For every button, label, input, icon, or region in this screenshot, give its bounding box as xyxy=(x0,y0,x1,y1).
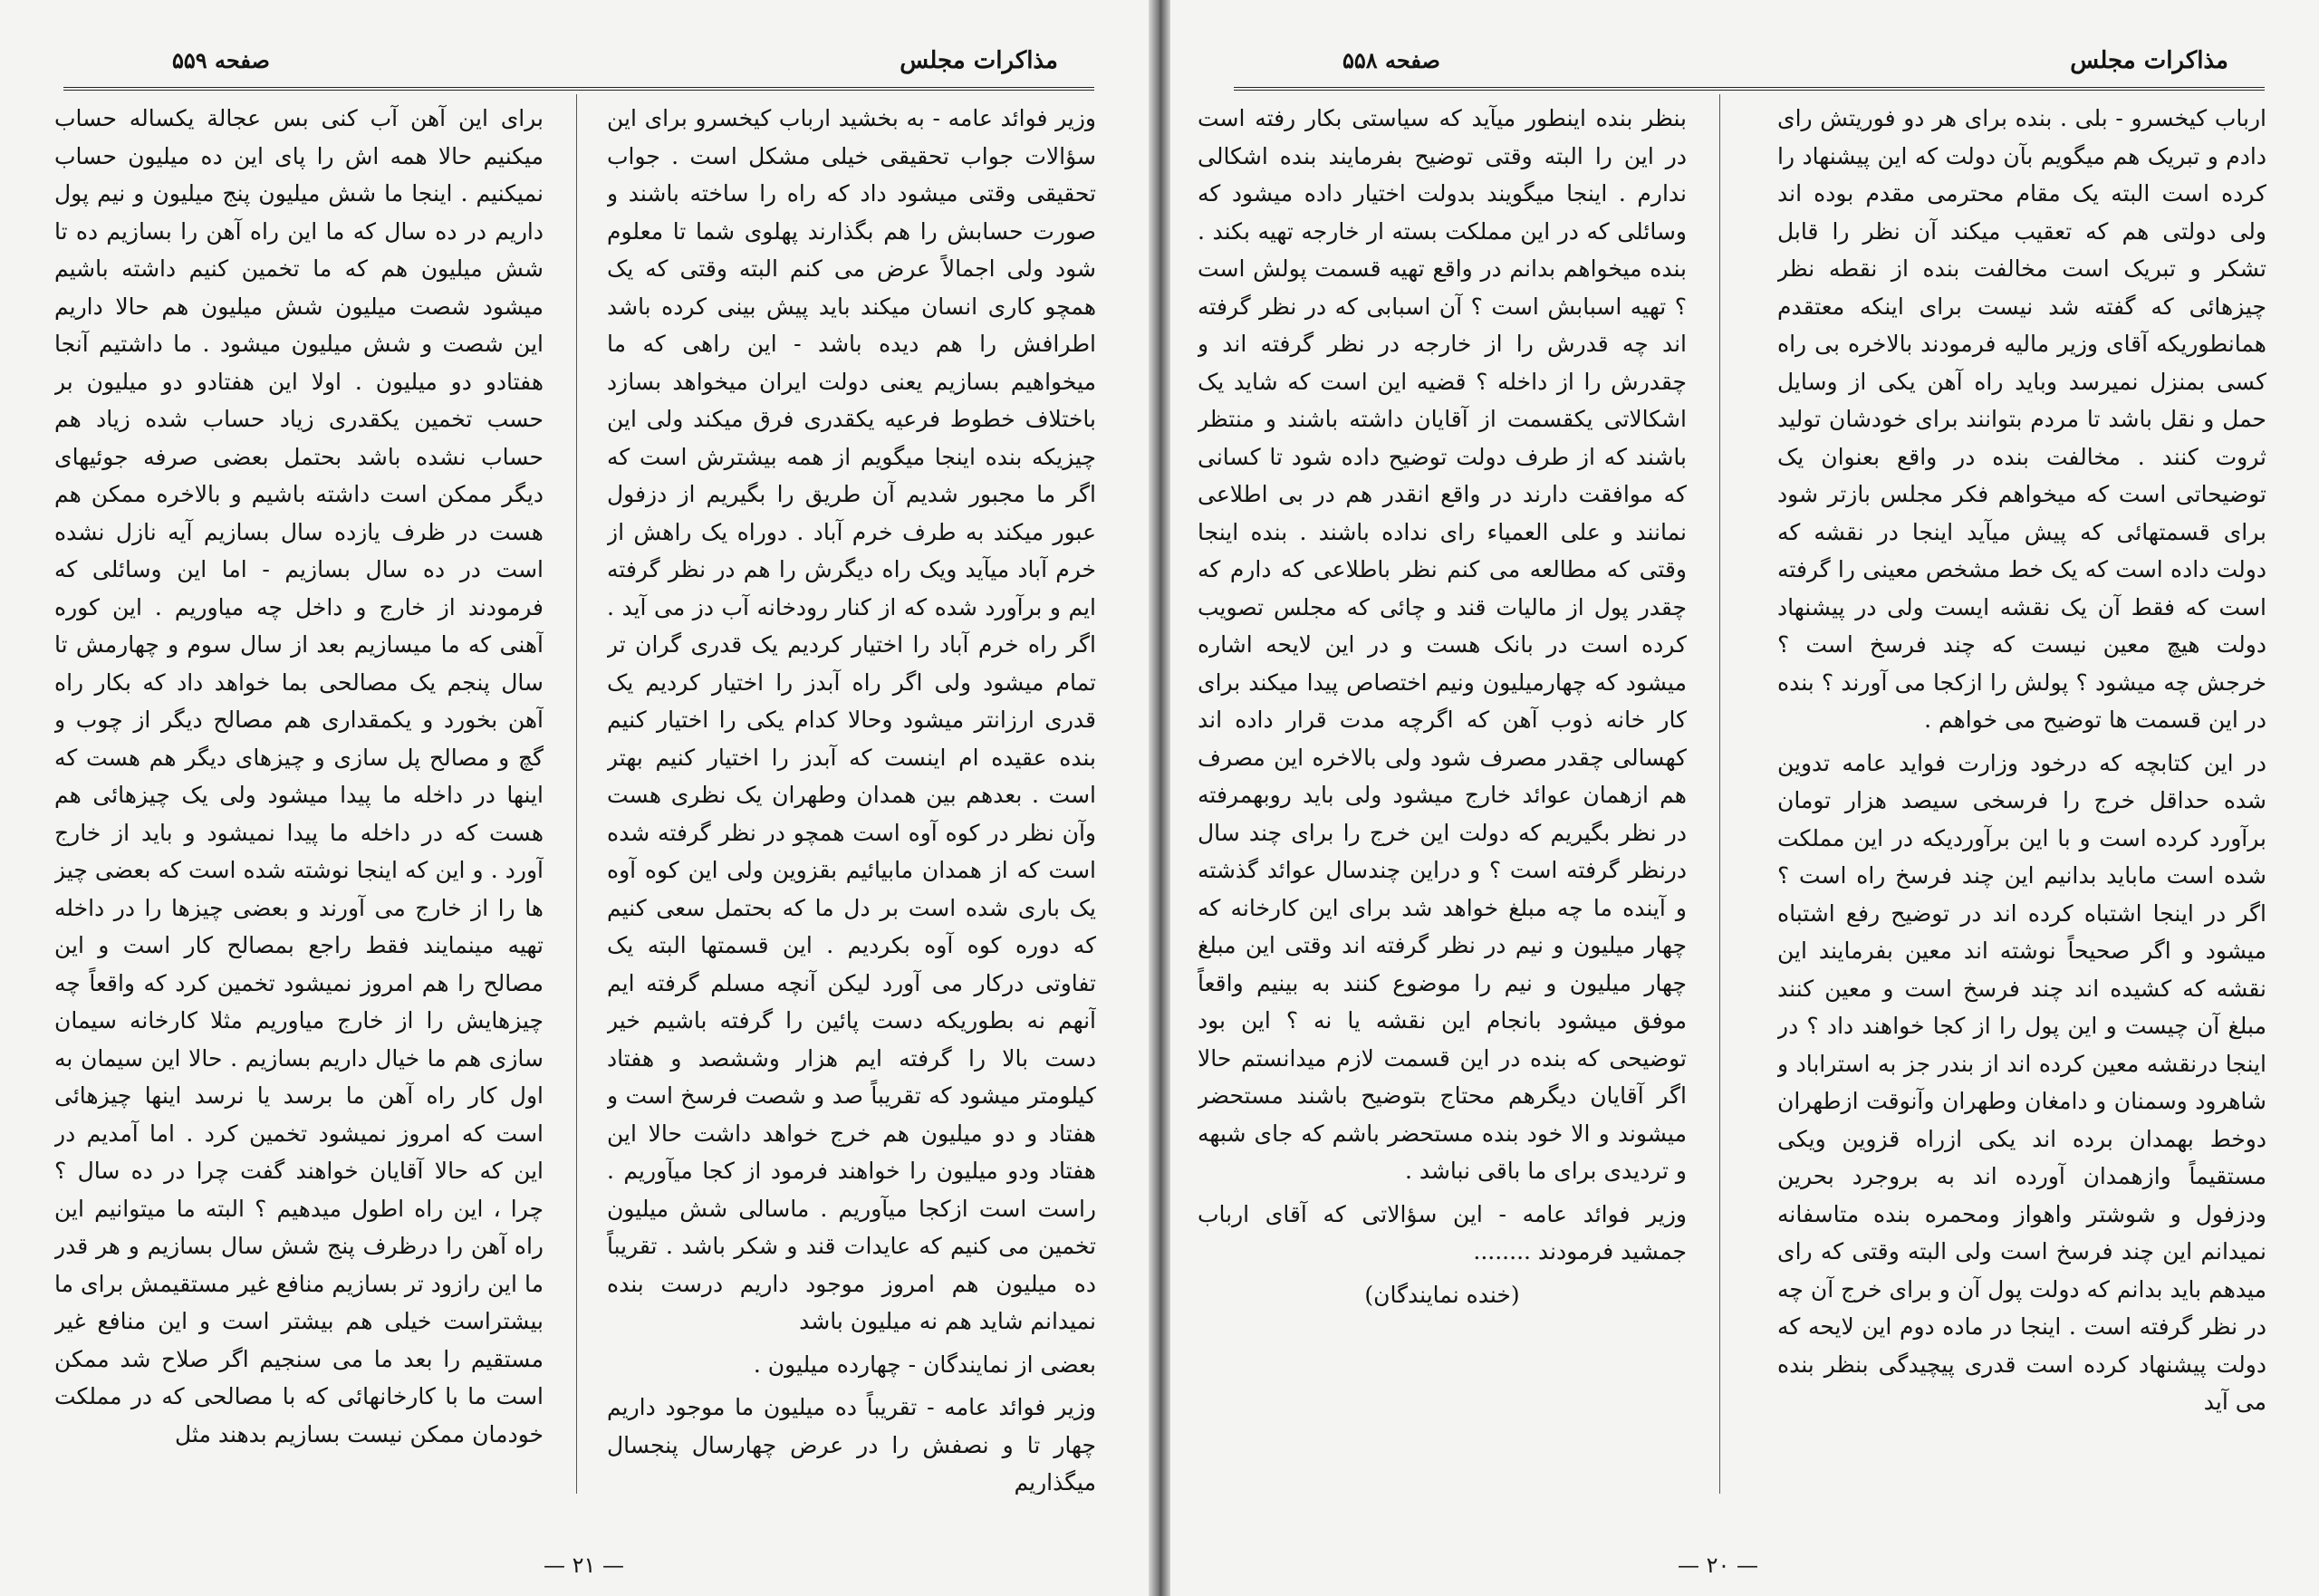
text-column-left xyxy=(1198,100,1687,1495)
column-divider xyxy=(1719,94,1720,1494)
left-page xyxy=(0,0,1149,1596)
column-divider xyxy=(576,94,577,1494)
paragraph: (خنده نمایندگان) xyxy=(1364,1281,1520,1308)
paragraph: وزیر فوائد عامه - تقریباً ده میلیون ما موجود داریم چهار تا و نصفش را در عرض چهارسال پنجسال میگذاریم xyxy=(607,1394,1096,1495)
page-header xyxy=(1234,42,2265,91)
header-title: مذاکرات مجلس xyxy=(2070,47,2228,74)
right-page xyxy=(1170,0,2319,1596)
text-column-left xyxy=(54,100,544,1495)
header-page-number: صفحه ۵۵۹ xyxy=(172,47,270,73)
page-footer-number: — ٢٠ — xyxy=(1678,1553,1759,1578)
page-footer-number: — ٢١ — xyxy=(544,1553,625,1578)
text-column-right xyxy=(607,100,1096,1495)
paragraph: وزیر فوائد عامه - به بخشید ارباب کیخسرو برای این سؤالات جواب تحقیقی خیلی مشکل است . جواب تحقیقی وقتی میشود داد که راه را ساخته باشند و صورت حسابش را هم بگذارند پهلوی شما تا معلوم شود ولی اجمالاً عرض می کنم البته وقتی که یک همچو کاری انسان میکند باید پیش بینی کرده باشد اطرافش را هم دیده باشد - این راهی که ما میخواهیم بسازیم یعنی دولت ایران میخواهد بسازد باختلاف خطوط فرعیه یکقدری فرق میکند ولی این چیزیکه بنده اینجا میگویم از همه بیشترش است که اگر ما مجبور شدیم آن طریق را بگیریم از دزفول عبور میکند به طرف خرم آباد . دوراه یک راهش از خرم آباد میآید ویک راه دیگرش را هم در نظر گرفته ایم و برآورد شده که از کنار رودخانه آب دز می آید . اگر راه خرم آباد را اختیار کردیم یک قدری گران تر تمام میشود ولی اگر راه آبدز را اختیار کردیم یک قدری ارزانتر میشود وحالا کدام یکی را اختیار کنیم بنده عقیده ام اینست که آبدز را اختیار کنیم بهتر است . بعدهم بین همدان وطهران یک نظری هست وآن نظر در کوه آوه است همچو در نظر گرفته شده است که از همدان مابیائیم بقزوین ولی این کوه آوه یک باری شده است بر دل ما که بحتمل سعی کنیم که دوره کوه آوه بکردیم . این قسمتها البته یک تفاوتی درکار می آورد لیکن آنچه مسلم گرفته ایم آنهم نه بطوریکه دست پائین را گرفته باشیم خیر دست بالا را گرفته ایم هزار وششصد و هفتاد کیلومتر میشود که تقریباً صد و شصت فرسخ است و هفتاد و دو میلیون هم خرج خواهد داشت حالا این هفتاد ودو میلیون را خواهند فرمود از کجا میآوریم . راست است ازکجا میآوریم . ماسالی شش میلیون تخمین می کنیم که عایدات قند و شکر باشد . تقریباً ده میلیون هم امروز موجود داریم درست بنده نمیدانم شاید هم نه میلیون باشد xyxy=(607,105,1096,1334)
header-title: مذاکرات مجلس xyxy=(900,47,1058,74)
paragraph: بنظر بنده اینطور میآید که سیاستی بکار رفته است در این را البته وقتی توضیح بفرمایند بنده اشکالی ندارم . اینجا میگویند بدولت اختیار داده میشود که وسائلی که در این مملکت بسته ار خارجه تهیه بکند . بنده میخواهم بدانم در واقع تهیه قسمت پولش است ؟ تهیه اسبابش است ؟ آن اسبابی که در نظر گرفته اند چه قدرش را از خارجه در نظر گرفته اند و چقدرش را از داخله ؟ قضیه این است که شاید یک اشکالاتی یکقسمت از آقایان داشته باشند و منتظر باشند که از طرف دولت توضیح داده شود تا کسانی که موافقت دارند در واقع انقدر هم در بی اطلاعی نمانند و علی العمیاء رای نداده باشند . بنده اینجا وقتی که مطالعه می کنم نظر باطلاعی که دارم که چقدر پول از مالیات قند و چائی که مجلس تصویب کرده است در بانک هست و در این لایحه اشاره میشود که چهارمیلیون ونیم اختصاص پیدا میکند برای کار خانه ذوب آهن که اگرچه مدت قرار داده اند کهسالی چقدر مصرف شود ولی بالاخره این مصرف هم ازهمان عوائد خارج میشود ولی باید روبهمرفته در نظر بگیریم که دولت این خرج را برای چند سال درنظر گرفته است ؟ و دراین چندسال عوائد گذشته و آینده ما چه مبلغ خواهد شد برای این کارخانه که چهار میلیون و نیم در نظر گرفته اند وقتی این مبلغ چهار میلیون و نیم را موضوع کنند به بینیم واقعاً موفق میشود بانجام این نقشه یا نه ؟ این بود توضیحی که بنده در این قسمت لازم میدانستم حالا اگر آقایان دیگرهم محتاج بتوضیح باشند مستحضر میشوند و الا خود بنده مستحضر باشم که جای شبهه و تردیدی برای ما باقی نباشد . xyxy=(1198,105,1687,1184)
paragraph: بعضی از نمایندگان - چهارده میلیون . xyxy=(753,1351,1096,1378)
paragraph: ارباب کیخسرو - بلی . بنده برای هر دو فوریتش رای دادم و تبریک هم میگویم بآن دولت که این پیشنهاد را کرده است البته یک مقام محترمی مقدم بوده اند ولی دولتی هم که تعقیب میکند آن نظر را قابل تشکر و تبریک است مخالفت بنده از نقطه نظر چیزهائی که گفته شد نیست برای اینکه معتقدم همانطوریکه آقای وزیر مالیه فرمودند بالاخره بی راه کسی بمنزل نمیرسد وباید راه آهن یکی از وسایل حمل و نقل باشد تا مردم بتوانند برای خودشان تولید ثروت کنند . مخالفت بنده در واقع بعنوان یک توضیحاتی است که میخواهم فکر مجلس بازتر شود برای قسمتهائی که پیش میآید اینجا در نقشه که دولت داده است که یک خط مشخص معینی را گرفته است که فقط آن یک نقشه ایست ولی در پیشنهاد دولت هیچ معین نیست که چند فرسخ است ؟ خرجش چه میشود ؟ پولش را ازکجا می آورند ؟ بنده در این قسمت ها توضیح می خواهم . xyxy=(1777,105,2266,733)
header-page-number: صفحه ۵۵۸ xyxy=(1342,47,1440,73)
paragraph: برای این آهن آب کنی بس عجالة یکساله حساب میکنیم حالا همه اش را پای این ده میلیون حساب نمیکنیم . اینجا ما شش میلیون پنج میلیون و نیم پول داریم در ده سال که ما این راه آهن را بسازیم ده تا شش میلیون هم که ما تخمین کنیم داشته باشیم میشود شصت میلیون شش میلیون هم حالا داریم این شصت و شش میلیون میشود . ما داشتیم آنجا هفتادو دو میلیون . اولا این هفتادو دو میلیون بر حسب تخمین یکقدری زیاد حساب شده زیاد هم حساب نشده باشد بحتمل بعضی صرفه جوئیهای دیگر ممکن است داشته باشیم و بالاخره ممکن هم هست در ظرف یازده سال بسازیم آیه نازل نشده است در ده سال بسازیم - اما این وسائلی که فرمودند از خارج و داخل چه میاوریم . این کوره آهنی که ما میسازیم بعد از سال سوم و چهارمش تا سال پنجم یک مصالحی بما خواهد داد که بکار راه آهن بخورد و یکمقداری هم مصالح دیگر از چوب و گچ و مصالح پل سازی و چیزهای دیگر هم هست که اینها در داخله ما پیدا میشود ولی یک چیزهائی هم هست که در داخله ما پیدا نمیشود و باید از خارج آورد . و این که اینجا نوشته شده است که بعضی چیز ها را از خارج می آورند و بعضی چیزها را در داخله تهیه مینمایند فقط راجع بمصالح کار است و این مصالح را هم امروز نمیشود تخمین کرد که واقعاً چه چیزهایش را از خارج میاوریم مثلا کارخانه سیمان سازی هم ما خیال داریم بسازیم . حالا این سیمان به اول کار راه آهن ما برسد یا نرسد اینها چیزهائی است که امروز نمیشود تخمین کرد . اما آمدیم در این که حالا آقایان خواهند گفت چرا در ده سال ؟ چرا ، این راه اطول میدهیم ؟ البته ما میتوانیم این راه آهن را درظرف پنج شش سال بسازیم و هر قدر ما این رازود تر بسازیم منافع غیر مستقیمش برای ما بیشتراست خیلی هم بیشتر است و این منافع غیر مستقیم را بعد ما می سنجیم اگر صلاح شد ممکن است ما با کارخانهائی که با مصالحی که در مملکت خودمان ممکن نیست بسازیم بدهند مثل xyxy=(54,105,544,1447)
page-header xyxy=(63,42,1094,91)
book-spine xyxy=(1149,0,1170,1596)
paragraph: وزیر فوائد عامه - این سؤالاتی که آقای ارباب جمشید فرمودند ........ xyxy=(1198,1200,1687,1264)
text-column-right xyxy=(1777,100,2266,1495)
paragraph: در این کتابچه که درخود وزارت فواید عامه تدوین شده حداقل خرج را فرسخی سیصد هزار تومان برآورد کرده است و با این برآوردیکه در این مملکت شده است ماباید بدانیم این چند فرسخ راه است ؟ اگر در اینجا اشتباه کرده اند در توضیح رفع اشتباه میشود و اگر صحیحاً نوشته اند معین بفرمایند این نقشه که کشیده اند چند فرسخ است و معین کنند مبلغ آن چیست و این پول را از کجا خواهند داد ؟ در اینجا درنقشه معین کرده اند از بندر جز به استراباد و شاهرود وسمنان و دامغان وطهران وآنوقت ازطهران دوخط بهمدان برده اند یکی ازراه قزوین ویکی مستقیماً وازهمدان آورده اند به بروجرد بحرین ودزفول و شوشتر واهواز ومحمره بنده متاسفانه نمیدانم این چند فرسخ است ولی البته وقتی که رای میدهم باید بدانم که دولت پول آن و برای خرج آن چه در نظر گرفته است . اینجا در ماده دوم این لایحه که دولت پیشنهاد کرده است قدری پیچیدگی بنظر بنده می آید xyxy=(1777,749,2266,1415)
